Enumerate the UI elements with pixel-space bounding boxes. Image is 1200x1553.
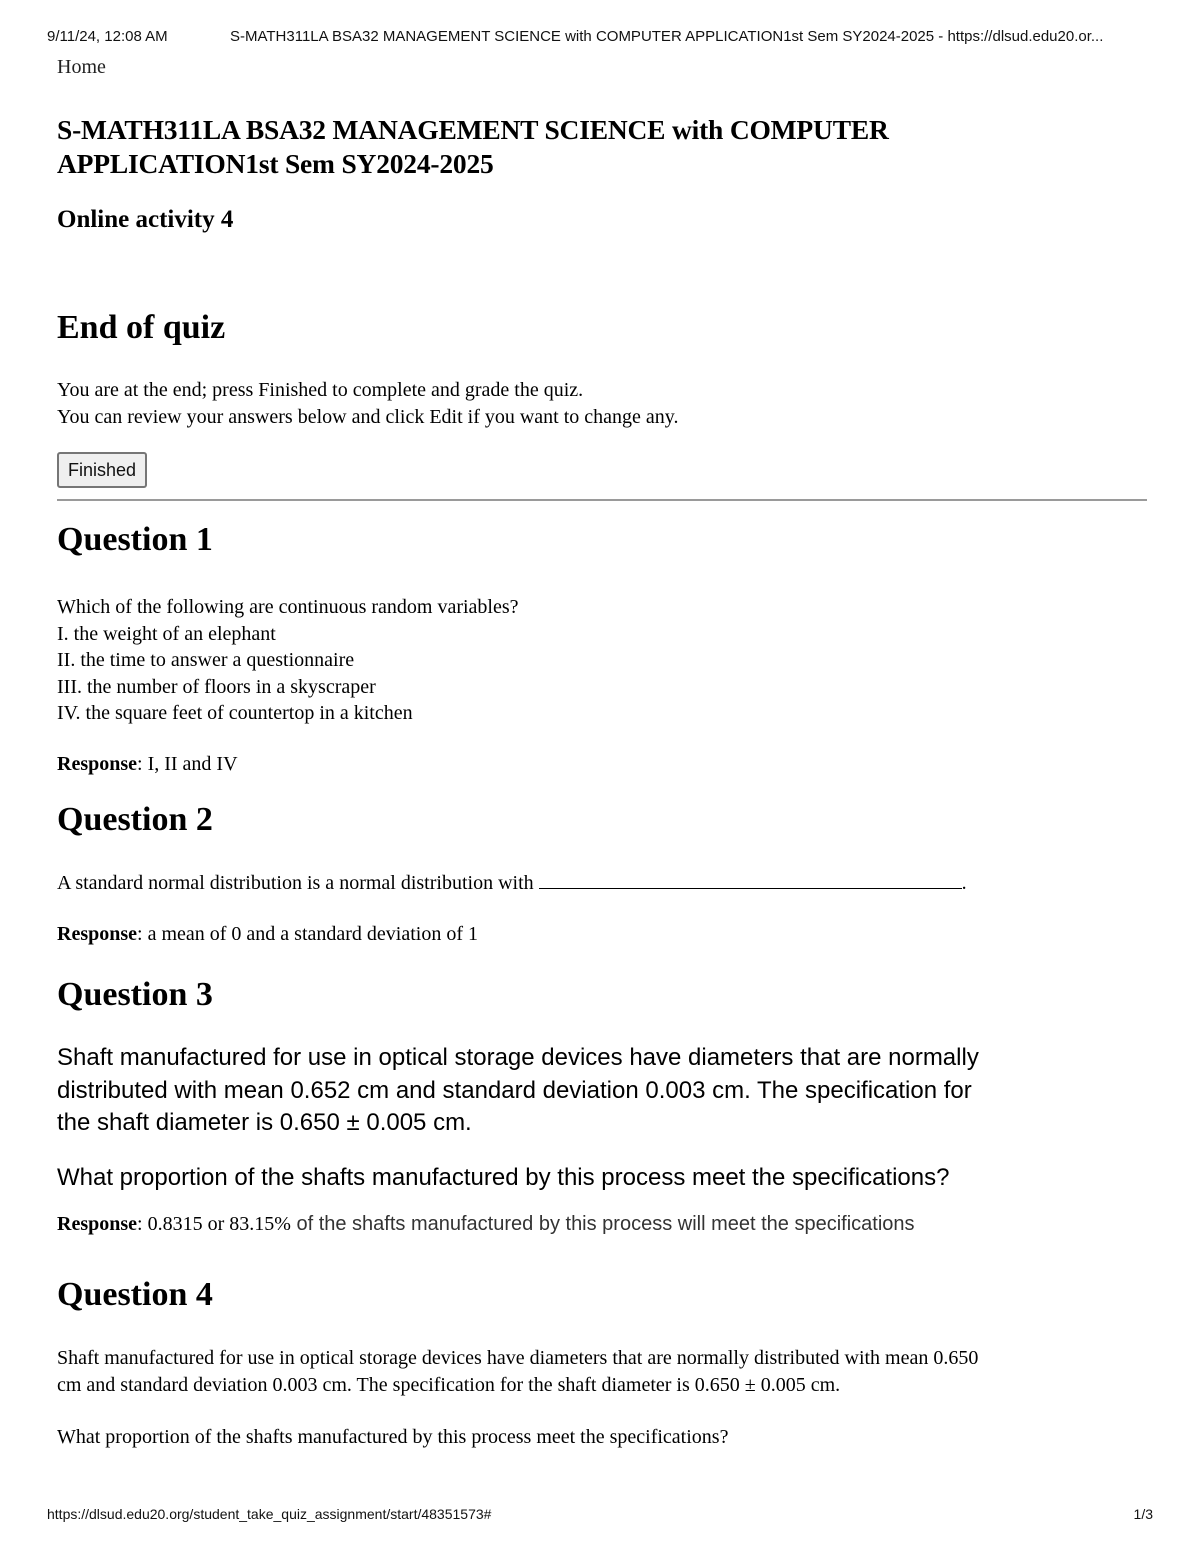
fill-in-blank-line <box>539 870 962 889</box>
question-1-option: IV. the square feet of countertop in a kitchen <box>57 702 413 724</box>
question-2-response-value: : a mean of 0 and a standard deviation of 1 <box>137 922 479 945</box>
question-4 <box>57 1275 1147 1451</box>
question-2-title: Question 2 <box>57 801 213 838</box>
question-3-line: distributed with mean 0.652 cm and standard deviation 0.003 cm. The specification for <box>57 1076 972 1104</box>
question-1-line: Which of the following are continuous random variables? <box>57 596 519 618</box>
question-4-line: Shaft manufactured for use in optical storage devices have diameters that are normally distributed with mean 0.650 <box>57 1347 979 1369</box>
print-page-number: 1/3 <box>1133 1506 1153 1522</box>
question-1-response-value: : I, II and IV <box>137 752 238 775</box>
end-of-quiz-heading: End of quiz <box>57 309 226 346</box>
course-title-line2: APPLICATION1st Sem SY2024-2025 <box>57 148 494 179</box>
question-2-response <box>57 921 1147 947</box>
course-title <box>57 113 1147 181</box>
end-of-quiz-instructions <box>57 377 1147 431</box>
question-1 <box>57 520 1147 777</box>
home-link[interactable]: Home <box>57 56 106 78</box>
question-4-prompt: What proportion of the shafts manufactured by this process meet the specifications? <box>57 1426 729 1448</box>
section-divider <box>57 499 1147 501</box>
finished-button[interactable]: Finished <box>57 452 147 488</box>
question-3-text <box>57 1042 1147 1140</box>
response-label: Response <box>57 922 138 945</box>
activity-title: Online activity 4 <box>57 206 234 233</box>
question-3-prompt: What proportion of the shafts manufactured by this process meet the specifications? <box>57 1163 950 1191</box>
end-instruction-line2: You can review your answers below and click Edit if you want to change any. <box>57 406 679 428</box>
course-title-line1: S-MATH311LA BSA32 MANAGEMENT SCIENCE with COMPUTER <box>57 114 889 145</box>
end-instruction-line1: You are at the end; press Finished to complete and grade the quiz. <box>57 379 584 401</box>
question-4-text <box>57 1345 1147 1398</box>
question-1-text <box>57 594 1147 727</box>
response-label: Response <box>57 752 138 775</box>
question-1-option: I. the weight of an elephant <box>57 622 276 645</box>
question-1-title: Question 1 <box>57 521 213 558</box>
question-3-response-value: : 0.8315 or 83.15% <box>137 1213 291 1235</box>
print-timestamp: 9/11/24, 12:08 AM <box>47 28 168 45</box>
question-1-response <box>57 751 1147 777</box>
question-2 <box>57 800 1147 947</box>
question-3-response <box>57 1211 1147 1237</box>
question-3-title: Question 3 <box>57 976 213 1013</box>
question-1-option: II. the time to answer a questionnaire <box>57 649 355 671</box>
question-3 <box>57 975 1147 1237</box>
print-footer <box>47 1506 1153 1522</box>
response-label: Response <box>57 1213 138 1235</box>
question-2-text <box>57 870 1147 897</box>
question-1-option: III. the number of floors in a skyscraper <box>57 675 376 698</box>
question-3-line: Shaft manufactured for use in optical storage devices have diameters that are normally <box>57 1044 979 1071</box>
question-4-line: cm and standard deviation 0.003 cm. The specification for the shaft diameter is 0.650 ± 0.005 cm. <box>57 1373 841 1396</box>
print-page-title: S-MATH311LA BSA32 MANAGEMENT SCIENCE with COMPUTER APPLICATION1st Sem SY2024-2025 - https://dlsud.edu20.or... <box>230 28 1104 45</box>
print-footer-url: https://dlsud.edu20.org/student_take_quiz_assignment/start/48351573# <box>47 1506 492 1522</box>
print-header <box>47 28 1153 45</box>
question-3-line: the shaft diameter is 0.650 ± 0.005 cm. <box>57 1109 472 1136</box>
question-3-response-continuation: of the shafts manufactured by this process will meet the specifications <box>290 1213 915 1235</box>
question-4-title: Question 4 <box>57 1276 213 1313</box>
page-content <box>57 56 1147 501</box>
question-2-stem: A standard normal distribution is a normal distribution with <box>57 872 534 894</box>
question-2-stem-end: . <box>961 872 967 894</box>
